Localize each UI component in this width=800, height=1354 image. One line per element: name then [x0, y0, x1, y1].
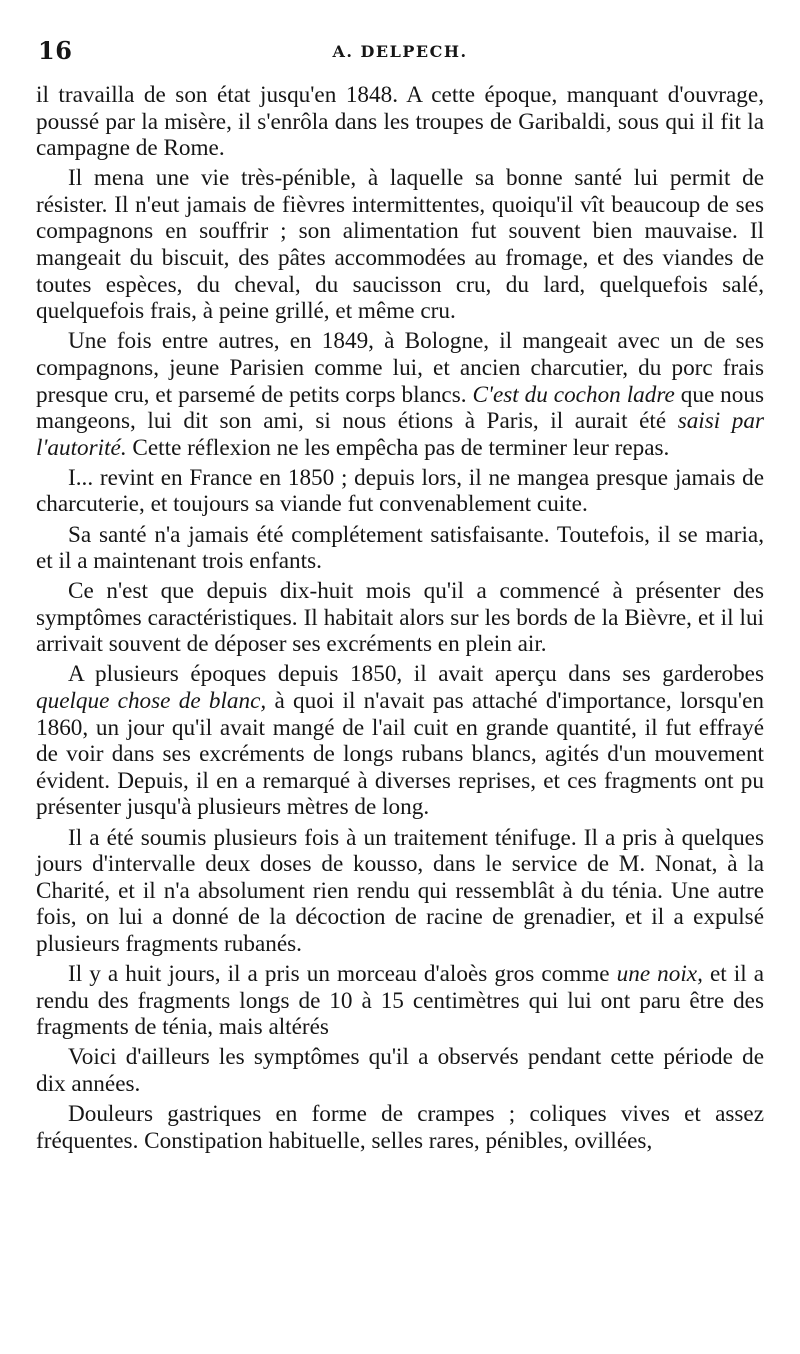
paragraph: [36, 328, 764, 461]
text-run: I... revint en France en 1850 ; depuis lors, il ne mangea presque jamais de charcuterie, et toujours sa viande fut convenablement cuite.: [36, 464, 764, 518]
page-number: 16: [38, 36, 73, 65]
paragraph: [36, 578, 764, 658]
paragraph: [36, 465, 764, 518]
running-head: [36, 28, 764, 74]
paragraph: [36, 82, 764, 162]
text-run: Cette réflexion ne les empêcha pas de terminer leur repas.: [126, 434, 670, 461]
paragraph: [36, 1101, 764, 1154]
paragraph: [36, 1044, 764, 1097]
book-page: [36, 28, 764, 1328]
text-run: Douleurs gastriques en forme de crampes ; coliques vives et assez fréquentes. Constipation habituelle, selles rares, pénibles, ovillées,: [36, 1100, 764, 1154]
text-run: A plusieurs époques depuis 1850, il avait aperçu dans ses garderobes: [68, 661, 764, 688]
paragraph: [36, 661, 764, 821]
text-run: que nous mangeons, lui dit son ami, si nous étions à Paris, il aurait été: [36, 381, 764, 435]
text-run: à quoi il n'avait pas attaché d'importance, lorsqu'en 1860, un jour qu'il avait mangé de l'ail cuit en grande quantité, il fut effrayé de voir dans ses excréments de longs rubans blancs, agités d'un mouvement évident. Depuis, il en a remarqué à diverses reprises, et ces fragments ont pu présenter jusqu'à plusieurs mètres de long.: [36, 688, 764, 821]
text-run: Il a été soumis plusieurs fois à un traitement ténifuge. Il a pris à quelques jours d'intervalle deux doses de kousso, dans le service de M. Nonat, à la Charité, et il n'a absolument rien rendu qui ressemblât à du ténia. Une autre fois, on lui a donné de la décoction de racine de grenadier, et il a expulsé plusieurs fragments rubanés.: [36, 824, 764, 957]
italic-text: une noix,: [616, 961, 703, 987]
paragraph: [36, 522, 764, 575]
paragraph: [36, 165, 764, 325]
text-run: Voici d'ailleurs les symptômes qu'il a observés pendant cette période de dix années.: [36, 1044, 764, 1097]
paragraph: [36, 825, 764, 958]
text-run: Une fois entre autres, en 1849, à Bologne, il mangeait avec un de ses compagnons, jeune Parisien comme lui, et ancien charcutier, du porc frais presque cru, et parsemé de petits corps blancs.: [36, 328, 764, 408]
italic-text: quelque chose de blanc,: [36, 688, 267, 715]
text-run: Ce n'est que depuis dix-huit mois qu'il a commencé à présenter des symptômes caractéristiques. Il habitait alors sur les bords de la Bièvre, et il lui arrivait souvent de déposer ses excréments en plein air.: [36, 578, 764, 658]
italic-text: saisi par l'autorité.: [36, 408, 764, 461]
italic-text: C'est du cochon ladre: [472, 381, 675, 408]
body-text: [36, 82, 764, 1154]
text-run: Il y a huit jours, il a pris un morceau d'aloès gros comme: [68, 961, 617, 987]
running-title: A. DELPECH.: [332, 42, 468, 61]
text-run: il travailla de son état jusqu'en 1848. A cette époque, manquant d'ouvrage, poussé par la misère, il s'enrôla dans les troupes de Garibaldi, sous qui il fit la campagne de Rome.: [36, 82, 764, 162]
text-run: Sa santé n'a jamais été complétement satisfaisante. Toutefois, il se maria, et il a maintenant trois enfants.: [36, 521, 764, 575]
text-run: et il a rendu des fragments longs de 10 à 15 centimètres qui lui ont paru être des fragments de ténia, mais altérés: [36, 961, 764, 1041]
paragraph: [36, 961, 764, 1041]
text-run: Il mena une vie très-pénible, à laquelle sa bonne santé lui permit de résister. Il n'eut jamais de fièvres intermittentes, quoiqu'il vît beaucoup de ses compagnons en souffrir ; son alimentation fut souvent bien mauvaise. Il mangeait du biscuit, des pâtes accommodées au fromage, et des viandes de toutes espèces, du cheval, du saucisson cru, du lard, quelquefois salé, quelquefois frais, à peine grillé, et même cru.: [36, 165, 764, 325]
